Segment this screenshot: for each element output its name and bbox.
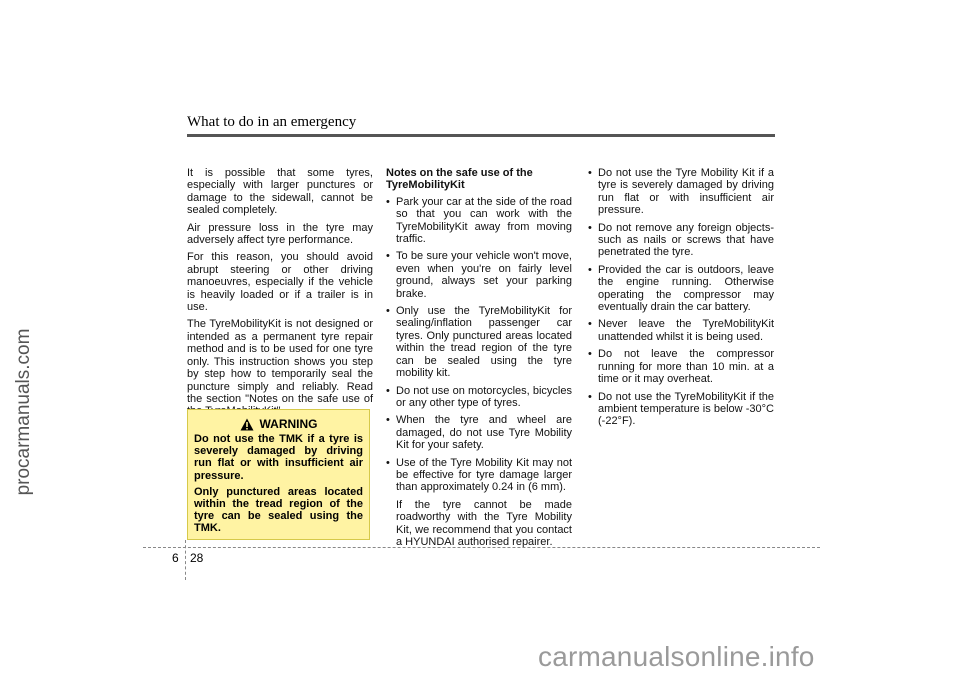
- list-item: • Park your car at the side of the road so that you can work with the TyreMobilityKit away from moving traffic.: [386, 196, 572, 246]
- section-title: Notes on the safe use of the TyreMobilityKit: [386, 167, 533, 192]
- side-watermark-text: procarmanuals.com: [13, 328, 34, 496]
- list-item: • To be sure your vehicle won't move, even when you're on fairly level ground, always set your parking brake.: [386, 250, 572, 300]
- paragraph: The TyreMobilityKit is not designed or intended as a permanent tyre repair method and is to be used for one tyre only. This instruction shows you step by step how to temporarily seal the puncture simply and reliably. Read the section "Notes on the safe use of: [187, 318, 373, 405]
- list-item: • Provided the car is outdoors, leave the engine running. Otherwise operating the compressor may eventually drain the car battery.: [588, 264, 774, 314]
- list-item: • Do not use the TyreMobilityKit if the ambient temperature is below -30°C (-22°F).: [588, 391, 774, 428]
- footer-rule: [143, 547, 820, 548]
- list-item: • Do not use on motorcycles, bicycles or any other type of tyres.: [386, 385, 572, 410]
- list-item: • Never leave the TyreMobilityKit unattended whilst it is being used.: [588, 318, 774, 343]
- list-item: • Use of the Tyre Mobility Kit may not be effective for tyre damage larger than approximately 0.24 in (6 mm).: [386, 457, 572, 494]
- paragraph: Air pressure loss in the tyre may adversely affect tyre performance.: [187, 221, 373, 247]
- warning-label: WARNING: [259, 417, 318, 431]
- bottom-watermark: carmanualsonline.info: [538, 641, 815, 672]
- column-3: [588, 167, 774, 433]
- list-item: • Do not remove any foreign objects- such as nails or screws that have penetrated the tyre.: [588, 222, 774, 259]
- page-number: 28: [190, 551, 204, 565]
- section-number: 6: [172, 551, 179, 565]
- header-rule: [187, 134, 775, 137]
- list-item: • Do not leave the compressor running for more than 10 min. at a time or it may overheat.: [588, 348, 774, 385]
- bullet-list: [386, 196, 572, 494]
- paragraph: It is possible that some tyres, especially with larger punctures or damage to the sidewall, cannot be sealed completely.: [187, 167, 373, 217]
- footer-divider: [185, 540, 186, 580]
- paragraph: For this reason, you should avoid abrupt steering or other driving manoeuvres, especially if the vehicle is heavily loaded or if a trailer is in use.: [187, 251, 373, 314]
- page-header-title: What to do in an emergency: [187, 114, 357, 130]
- warning-line: Do not use the TMK if a tyre is severely damaged by driving run flat or with insufficient air pressure.: [194, 433, 363, 482]
- list-item: • Do not use the Tyre Mobility Kit if a tyre is severely damaged by driving run flat or with insufficient air pressure.: [588, 167, 774, 217]
- followup-paragraph: If the tyre cannot be made roadworthy with the Tyre Mobility Kit, we recommend that you contact a HYUNDAI authorised repairer.: [396, 498, 572, 548]
- column-1: [187, 167, 373, 423]
- bullet-list: [588, 167, 774, 428]
- warning-box: [187, 409, 370, 540]
- warning-line: Only punctured areas located within the tread region of the tyre can be sealed using the TMK.: [194, 485, 363, 535]
- warning-triangle-icon: [240, 418, 254, 431]
- side-watermark: [2, 0, 46, 678]
- column-2: [386, 167, 572, 553]
- list-item: • Only use the TyreMobilityKit for sealing/inflation passenger car tyres. Only punctured areas located within the tread region of the tyre can be sealed using the tyre mobility kit.: [386, 305, 572, 379]
- list-item: • When the tyre and wheel are damaged, do not use Tyre Mobility Kit for your safety.: [386, 414, 572, 451]
- warning-header: [194, 417, 363, 431]
